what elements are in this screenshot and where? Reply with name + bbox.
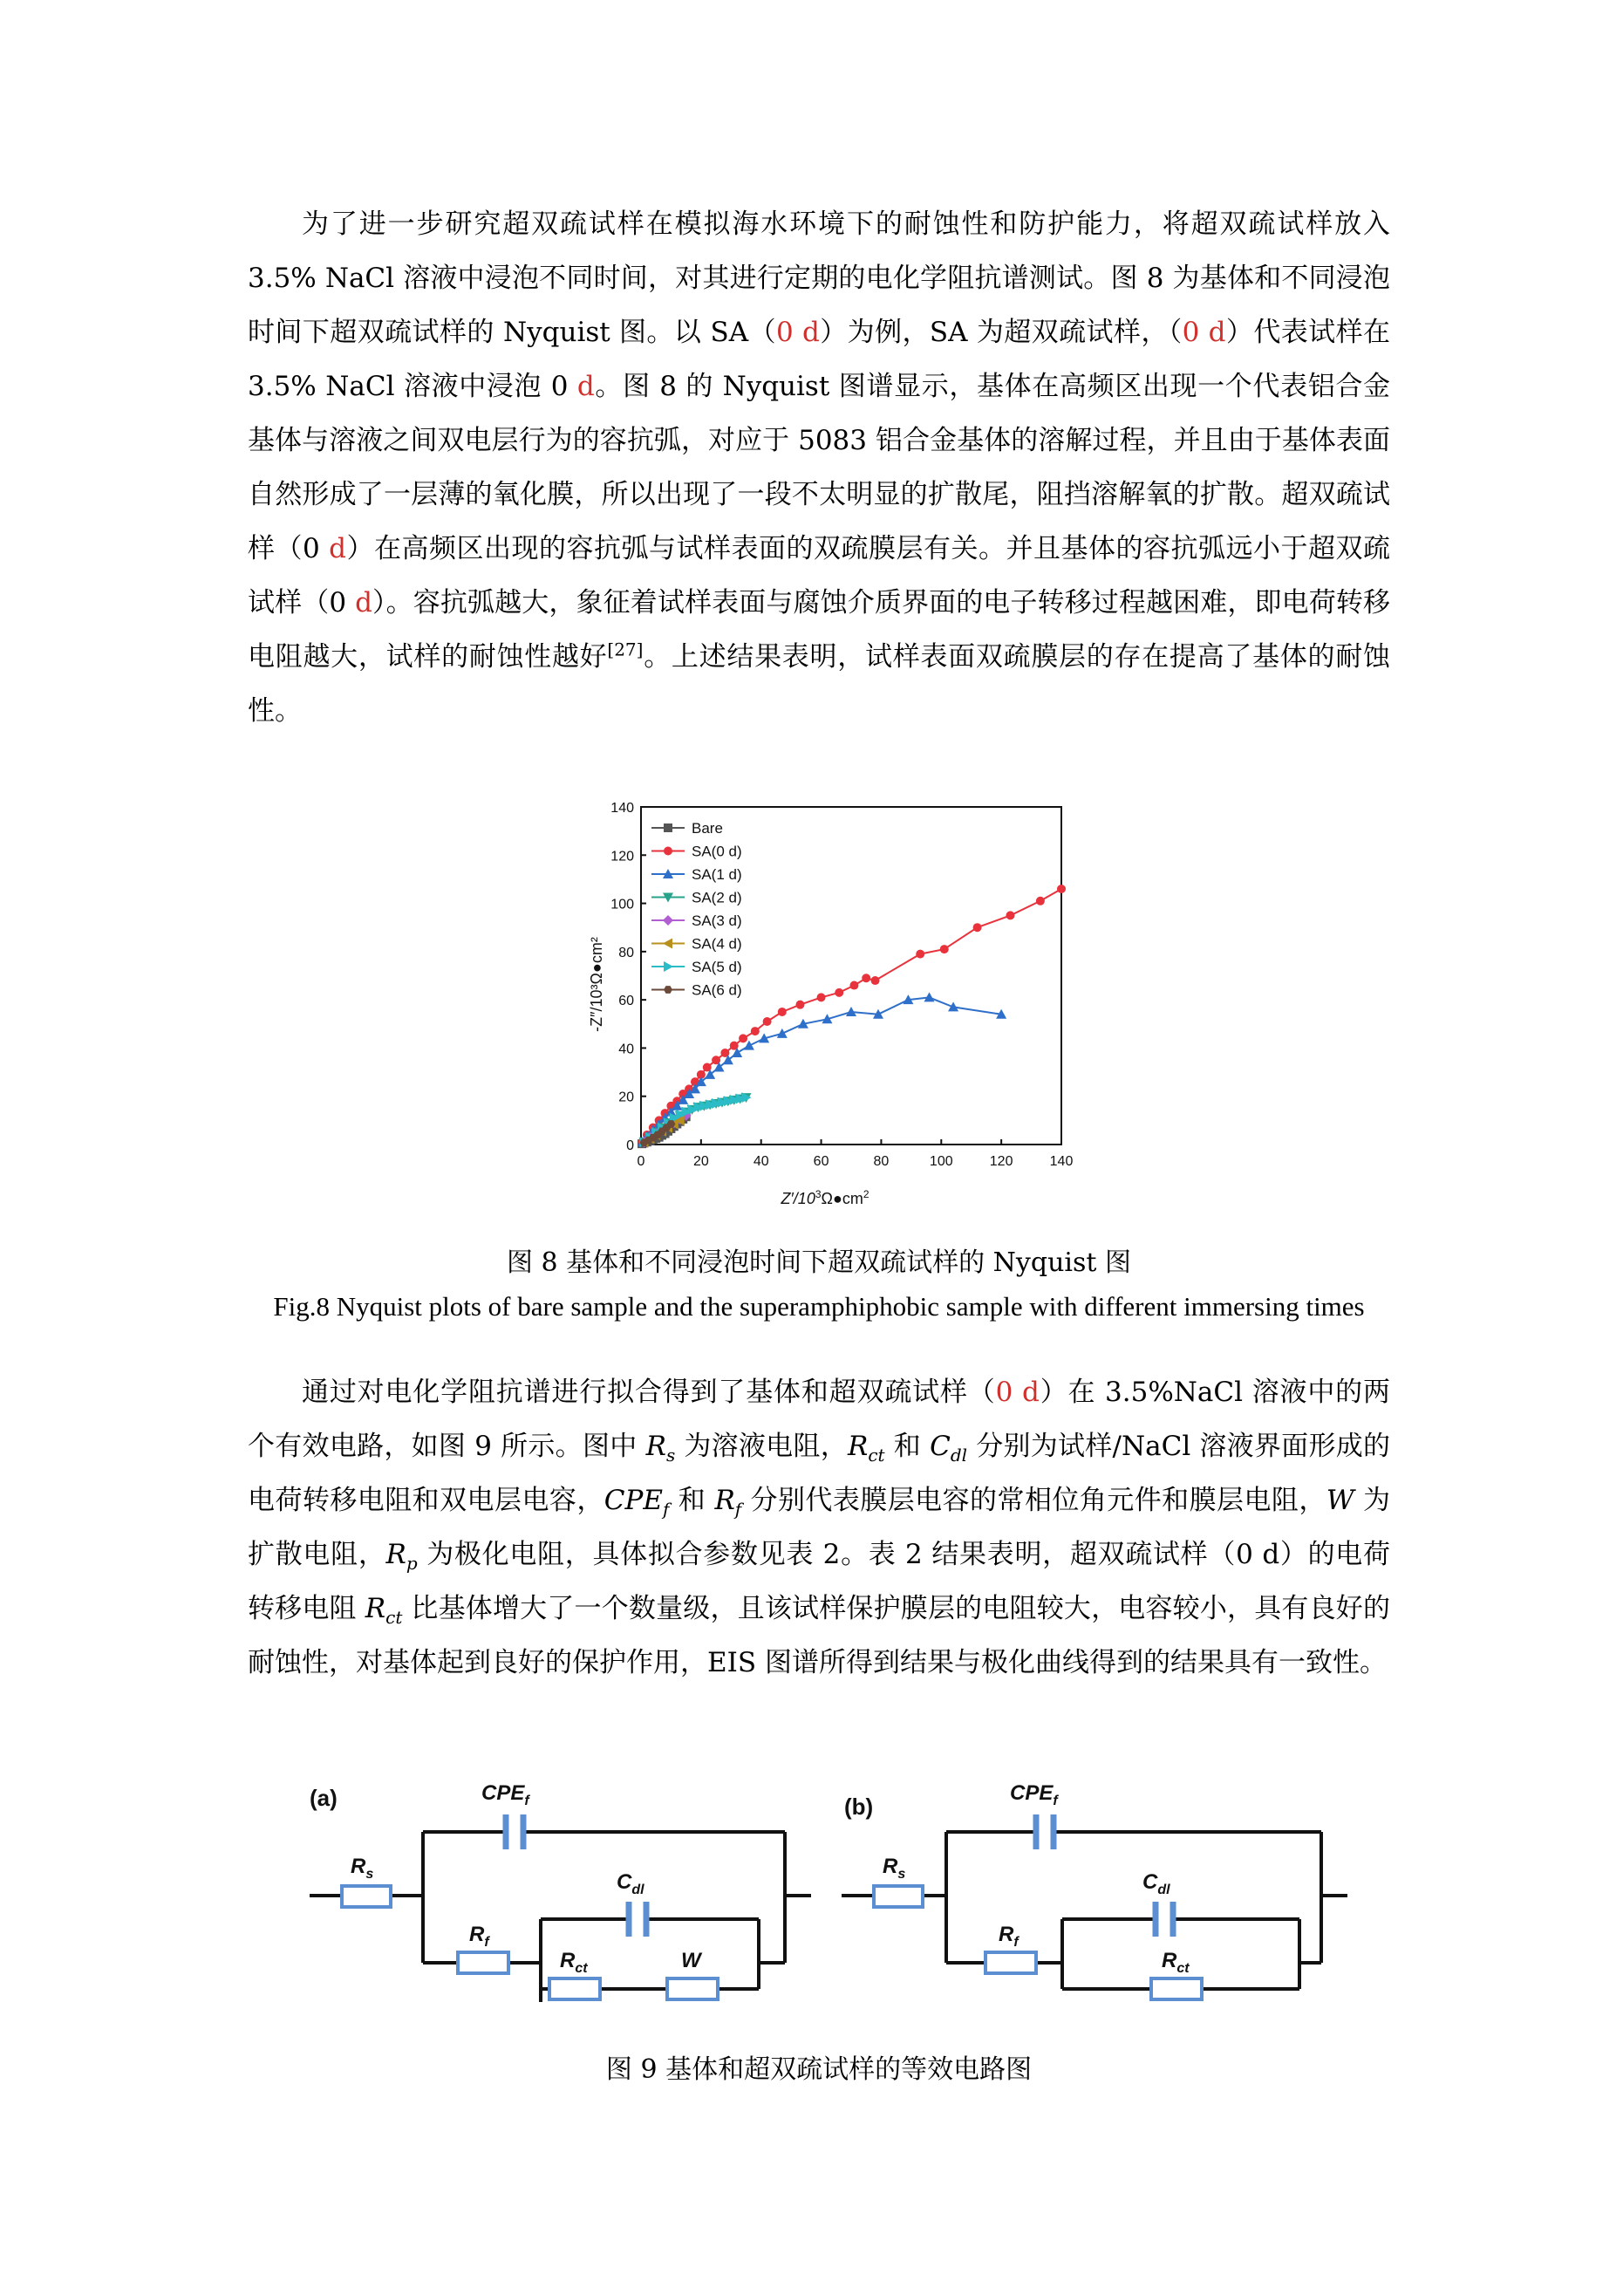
data-point-1-18 — [778, 1008, 787, 1016]
data-point-1-27 — [973, 923, 982, 932]
data-point-1-24 — [871, 976, 880, 985]
legend-item-0 — [651, 820, 723, 837]
y-tick-label-1: 20 — [618, 1090, 634, 1105]
legend-marker-4 — [663, 915, 673, 926]
data-point-1-25 — [916, 950, 924, 959]
paragraph-2: 通过对电化学阻抗谱进行拟合得到了基体和超双疏试样（0 d）在 3.5%NaCl 溶液中的两个有效电路，如图 9 所示。图中 $R_s$ 为溶液电阻，$R_{ct}$ 和 $C_{dl}$ 分别为试样/NaCl 溶液界面形成的电荷转移电阻和双电层电容，$CPE_f$ 和 $R_f$ 分别代表膜层电容的常相位角元件和膜层电阻，W 为扩散电阻，$R_p$ 为极化电阻，具体拟合参数见表 2。表 2 结果表明，超双疏试样（0 d）的电荷转移电阻 $R_{ct}$ 比基体增大了一个数量级，且该试样保护膜层的电阻较大，电容较小，具有良好的耐蚀性，对基体起到良好的保护作用，EIS 图谱所得到结果与极化曲线得到的结果具有一致性。 — [248, 1377, 1391, 1678]
circuit-b — [842, 1832, 1347, 1989]
legend-marker-0 — [664, 823, 672, 832]
legend-label-5: SA(4 d) — [692, 935, 742, 953]
legend-label-1: SA(0 d) — [692, 843, 742, 860]
data-point-2-17 — [777, 1028, 788, 1038]
resistor-rs-b — [874, 1886, 923, 1907]
paragraph-1: 为了进一步研究超双疏试样在模拟海水环境下的耐蚀性和防护能力，将超双疏试样放入3.5% NaCl 溶液中浸泡不同时间，对其进行定期的电化学阻抗谱测试。图 8 为基体和不同浸泡时间下超双疏试样的 Nyquist 图。以 SA（0 d）为例，SA 为超双疏试样，（0 d）代表试样在 3.5% NaCl 溶液中浸泡 0 d。图 8 的 Nyquist 图谱显示，基体在高频区出现一个代表铝合金基体与溶液之间双电层行为的容抗弧，对应于 5083 铝合金基体的溶解过程，并且由于基体表面自然形成了一层薄的氧化膜，所以出现了一段不太明显的扩散尾，阻挡溶解氧的扩散。超双疏试样（0 d）在高频区出现的容抗弧与试样表面的双疏膜层有关。并且基体的容抗弧远小于超双疏试样（0 d）。容抗弧越大，象征着试样表面与腐蚀介质界面的电子转移过程越困难，即电荷转移电阻越大，试样的耐蚀性越好[27]。上述结果表明，试样表面双疏膜层的存在提高了基体的耐蚀性。 — [248, 208, 1391, 727]
label-rct-b: $R_{ct}$ — [1162, 1949, 1190, 1976]
x-tick-label-0: 0 — [637, 1154, 645, 1169]
resistor-rct-a — [549, 1978, 600, 1999]
data-point-1-16 — [751, 1027, 760, 1035]
x-tick-label-3: 60 — [813, 1154, 829, 1169]
resistor-rf-b — [985, 1952, 1036, 1973]
legend-item-7 — [651, 982, 742, 999]
data-point-1-29 — [1036, 897, 1045, 905]
figure-8-caption-cn: 图 8 基体和不同浸泡时间下超双疏试样的 Nyquist 图 — [506, 1247, 1131, 1278]
x-tick-label-2: 40 — [753, 1154, 769, 1169]
legend-label-4: SA(3 d) — [692, 912, 742, 929]
data-point-1-19 — [795, 1001, 804, 1009]
x-tick-label-5: 100 — [929, 1154, 953, 1169]
legend-label-0: Bare — [692, 820, 723, 837]
data-point-1-22 — [849, 981, 858, 990]
legend-item-1 — [651, 844, 742, 860]
label-rct-a: $R_{ct}$ — [560, 1949, 588, 1976]
y-tick-label-3: 60 — [618, 994, 634, 1009]
resistor-rct-b — [1151, 1978, 1202, 1999]
nyquist-chart — [576, 789, 1099, 1208]
x-tick-label-1: 20 — [692, 1154, 709, 1169]
warburg-w-a — [667, 1978, 718, 1999]
data-point-1-20 — [817, 993, 826, 1001]
legend-label-2: SA(1 d) — [692, 866, 742, 883]
data-point-1-21 — [835, 988, 843, 997]
data-point-1-23 — [862, 974, 870, 982]
data-point-1-15 — [739, 1034, 747, 1042]
y-tick-label-6: 120 — [610, 849, 634, 864]
label-rf-a: $R_f$ — [469, 1923, 489, 1950]
data-point-2-24 — [948, 1001, 958, 1011]
legend-label-7: SA(6 d) — [692, 981, 742, 999]
series-2 — [638, 992, 1006, 1146]
legend-marker-6 — [664, 961, 673, 972]
x-tick-label-7: 140 — [1049, 1154, 1074, 1169]
figure-8-caption-en: Fig.8 Nyquist plots of bare sample and the superamphiphobic sample with different immersing times — [273, 1291, 1365, 1322]
figure-9-caption-cn: 图 9 基体和超双疏试样的等效电路图 — [605, 2054, 1033, 2085]
circuit-a — [310, 1832, 811, 2002]
panel-a-label: (a) — [310, 1785, 338, 1811]
x-tick-label-4: 80 — [873, 1154, 890, 1169]
y-tick-label-2: 40 — [618, 1042, 634, 1057]
label-cpe-a: $CPE_f$ — [481, 1781, 529, 1808]
resistor-rf-a — [458, 1952, 508, 1973]
data-point-1-17 — [763, 1017, 772, 1026]
y-tick-label-7: 140 — [610, 801, 634, 816]
legend-item-6 — [651, 959, 742, 975]
label-rf-b: $R_f$ — [999, 1923, 1019, 1950]
y-tick-label-4: 80 — [618, 945, 634, 960]
legend-marker-5 — [663, 939, 672, 949]
y-tick-label-0: 0 — [626, 1138, 634, 1153]
legend-marker-1 — [664, 847, 672, 856]
panel-b-label: (b) — [844, 1794, 874, 1820]
data-point-1-28 — [1006, 911, 1014, 919]
data-point-1-30 — [1057, 885, 1066, 893]
legend-label-6: SA(5 d) — [692, 959, 742, 975]
legend-item-3 — [651, 890, 742, 906]
label-w-a: W — [681, 1949, 701, 1972]
series-line-2 — [643, 997, 1001, 1142]
resistor-rs-a — [342, 1886, 391, 1907]
legend-item-5 — [651, 936, 742, 953]
equivalent-circuit-figure — [297, 1766, 1360, 2002]
y-axis-label: -Z″/10³Ω●cm² — [588, 937, 605, 1032]
label-rs-b: $R_s$ — [883, 1855, 906, 1882]
x-tick-label-6: 120 — [989, 1154, 1013, 1169]
label-rs-a: $R_s$ — [351, 1855, 374, 1882]
legend-marker-7 — [664, 986, 672, 994]
legend-label-3: SA(2 d) — [692, 889, 742, 906]
y-tick-label-5: 100 — [610, 897, 634, 912]
label-cdl-b: $C_{dl}$ — [1142, 1870, 1170, 1897]
label-cdl-a: $C_{dl}$ — [617, 1870, 644, 1897]
legend-item-4 — [651, 912, 742, 929]
data-point-1-26 — [940, 945, 949, 953]
x-axis-label: $Z'/10^3\Omega●cm^2$ — [781, 1188, 869, 1207]
label-cpe-b: $CPE_f$ — [1010, 1781, 1058, 1808]
legend-item-2 — [651, 866, 742, 883]
